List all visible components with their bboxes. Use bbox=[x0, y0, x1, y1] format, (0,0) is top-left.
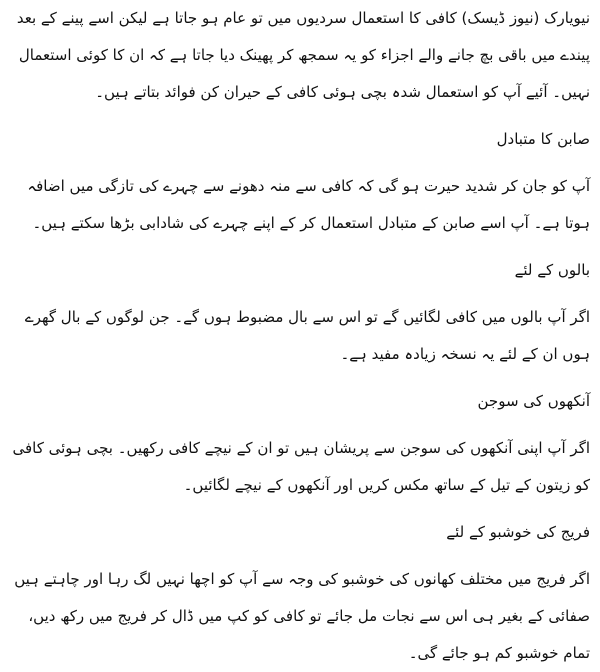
spacer bbox=[8, 111, 590, 121]
section-heading-fridge: فریج کی خوشبو کے لئے bbox=[446, 523, 590, 541]
spacer bbox=[8, 158, 590, 168]
spacer bbox=[8, 373, 590, 383]
section-heading-soap: صابن کا متبادل bbox=[496, 130, 590, 148]
spacer bbox=[8, 289, 590, 299]
section-heading-hair: بالوں کے لئے bbox=[514, 261, 590, 279]
spacer bbox=[8, 242, 590, 252]
spacer bbox=[8, 551, 590, 561]
spacer bbox=[8, 504, 590, 514]
section-body-fridge: اگر فریج میں مختلف کھانوں کی خوشبو کی وجہ سے آپ کو اچھا نہیں لگ رہا اور چاہتے ہیں صفائی کے بغیر ہی اس سے نجات مل جائے تو کافی کو کپ میں ڈال کر فریج میں رکھ دیں، تمام خوشبو کم ہو جائے گی۔ bbox=[14, 570, 590, 662]
article-intro: نیویارک (نیوز ڈیسک) کافی کا استعمال سردیوں میں تو عام ہو جاتا ہے لیکن اسے پینے کے بعد پیندے میں باقی بچ جانے والے اجزاء کو یہ سمجھ کر پھینک دیا جاتا ہے کہ ان کا کوئی استعمال نہیں۔ آئیے آپ کو استعمال شدہ بچی ہوئی کافی کے حیران کن فوائد بتاتے ہیں۔ bbox=[16, 9, 590, 101]
section-heading-eyes: آنکھوں کی سوجن bbox=[477, 392, 590, 410]
section-body-hair: اگر آپ بالوں میں کافی لگائیں گے تو اس سے بال مضبوط ہوں گے۔ جن لوگوں کے بال گھرے ہوں ان کے لئے یہ نسخہ زیادہ مفید ہے۔ bbox=[24, 308, 590, 363]
section-body-eyes: اگر آپ اپنی آنکھوں کی سوجن سے پریشان ہیں تو ان کے نیچے کافی رکھیں۔ بچی ہوئی کافی کو زیتون کے تیل کے ساتھ مکس کریں اور آنکھوں کے نیچے لگائیں۔ bbox=[12, 439, 590, 494]
spacer bbox=[8, 420, 590, 430]
section-body-soap: آپ کو جان کر شدید حیرت ہو گی کہ کافی سے منہ دھونے سے چہرے کی تازگی میں اضافہ ہوتا ہے۔ آپ اسے صابن کے متبادل استعمال کر کے اپنے چہرے کی شادابی بڑھا سکتے ہیں۔ bbox=[27, 177, 590, 232]
